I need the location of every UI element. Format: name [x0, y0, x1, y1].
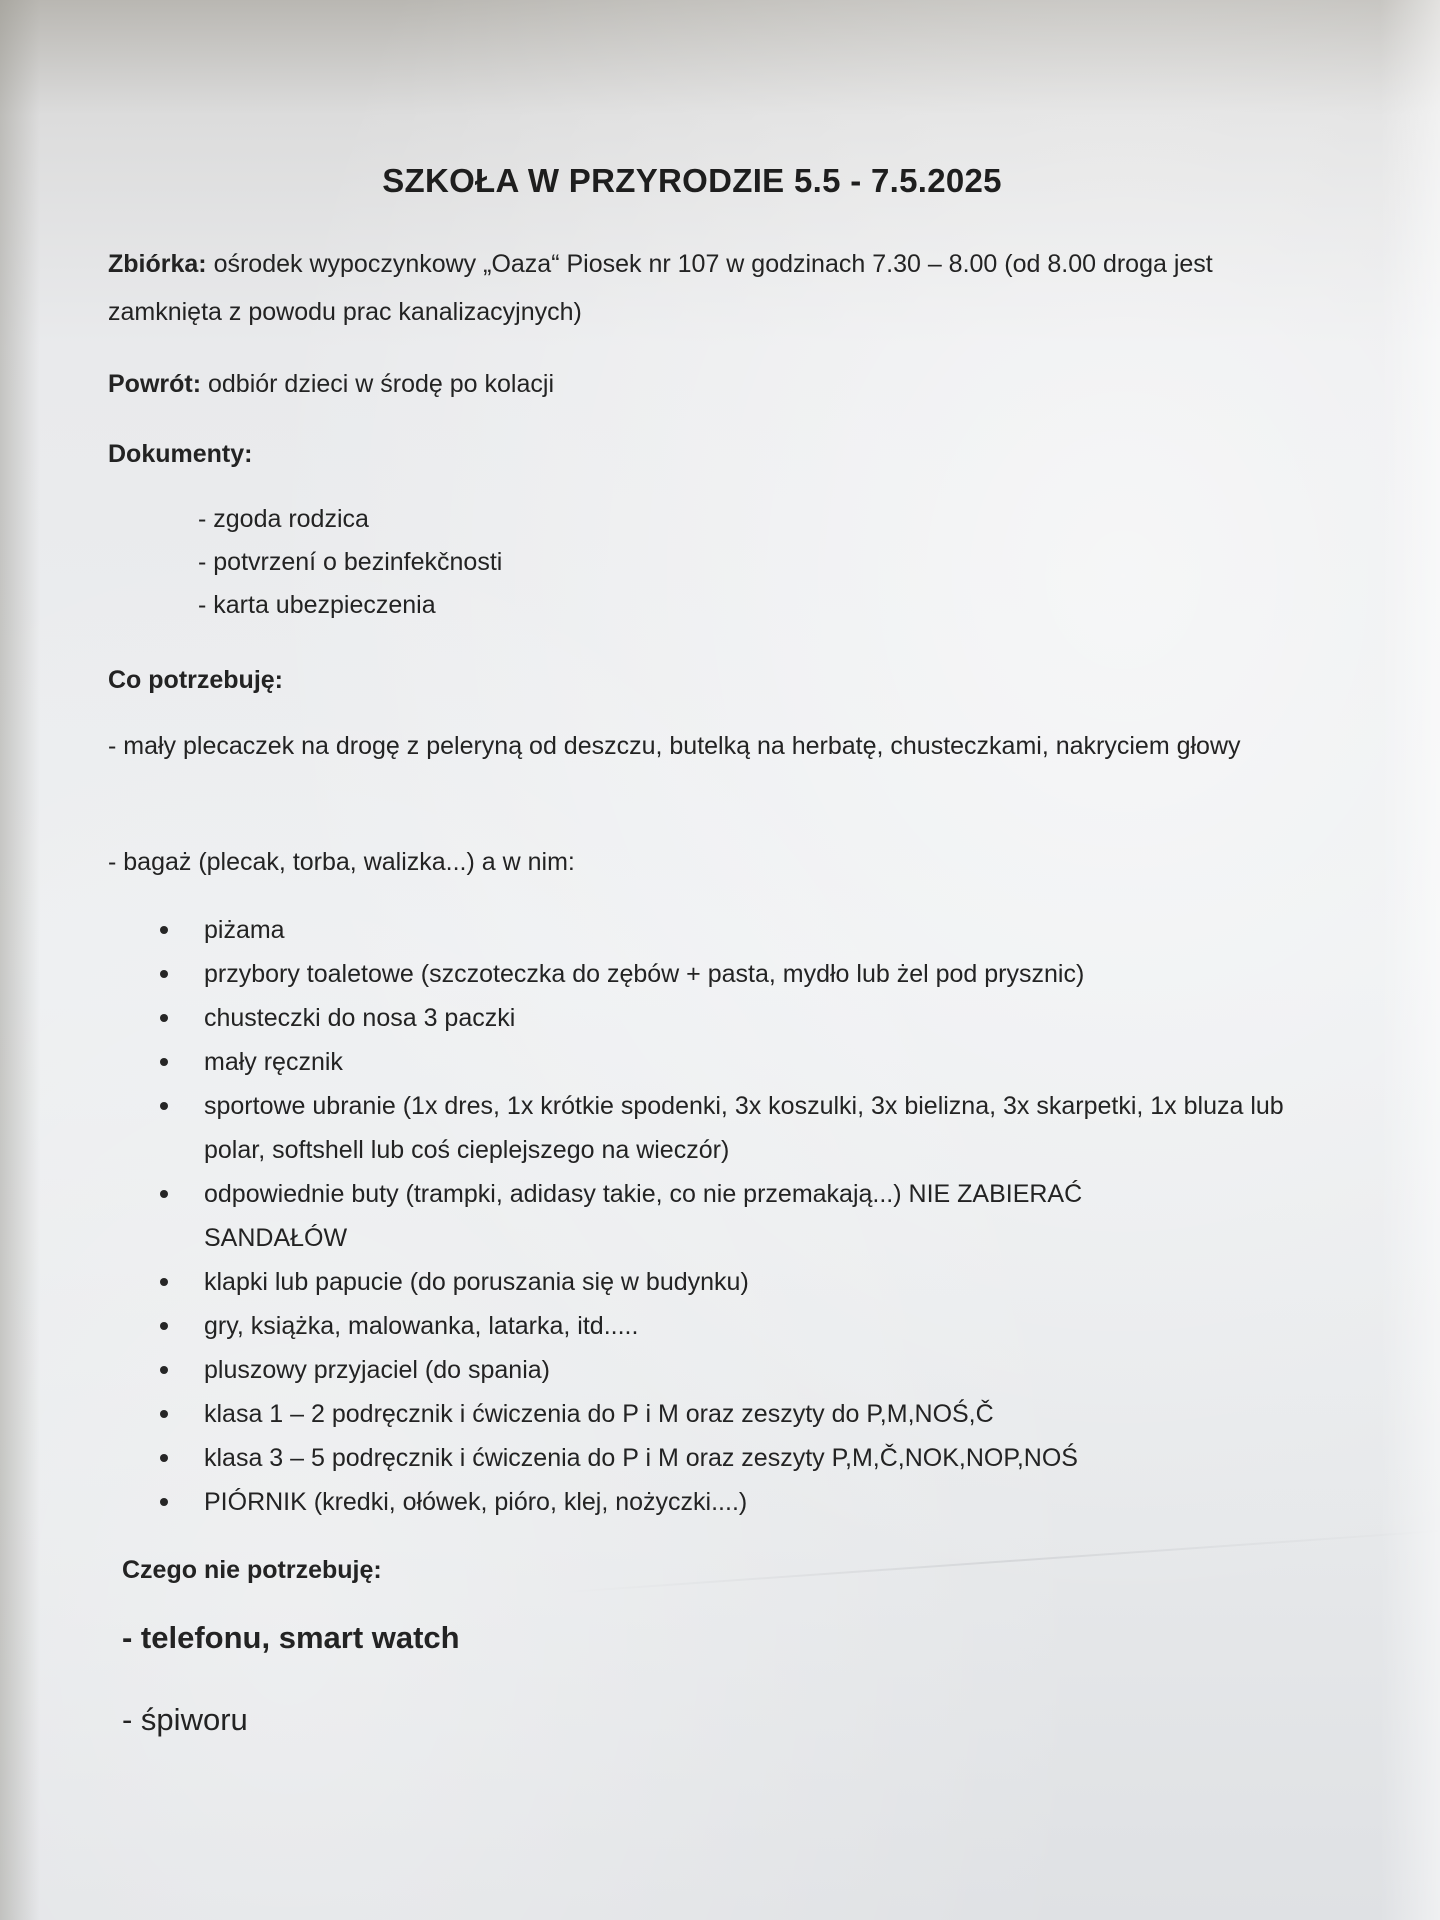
packing-item: mały ręcznik: [160, 1040, 1300, 1084]
packing-item: gry, książka, malowanka, latarka, itd.....: [160, 1304, 1300, 1348]
packing-item: PIÓRNIK (kredki, ołówek, pióro, klej, nożyczki....): [160, 1480, 1300, 1524]
return-paragraph: [108, 360, 1268, 408]
needs-label: Co potrzebuję:: [108, 666, 283, 694]
not-needed-item-sleeping-bag: - śpiworu: [122, 1702, 248, 1737]
bullet-icon: [160, 926, 168, 934]
bullet-icon: [160, 970, 168, 978]
bullet-icon: [160, 1190, 168, 1198]
bullet-icon: [160, 1454, 168, 1462]
return-label: Powrót:: [108, 370, 202, 398]
packing-list: [160, 908, 1300, 1524]
packing-item: chusteczki do nosa 3 paczki: [160, 996, 1300, 1040]
return-text: odbiór dzieci w środę po kolacji: [201, 370, 555, 398]
bullet-icon: [160, 1278, 168, 1286]
bullet-icon: [160, 1014, 168, 1022]
packing-item: sportowe ubranie (1x dres, 1x krótkie spodenki, 3x koszulki, 3x bielizna, 3x skarpetki, 1x bluza lub polar, softshell lub coś cieplejszego na wieczór): [160, 1084, 1300, 1172]
gathering-label: Zbiórka:: [108, 250, 207, 278]
bullet-icon: [160, 1410, 168, 1418]
bullet-icon: [160, 1322, 168, 1330]
luggage-paragraph: - bagaż (plecak, torba, walizka...) a w nim:: [108, 848, 575, 876]
packing-item: piżama: [160, 908, 1300, 952]
not-needed-heading: [122, 1546, 1282, 1594]
packing-item: klasa 3 – 5 podręcznik i ćwiczenia do P i M oraz zeszyty P,M,Č,NOK,NOP,NOŚ: [160, 1436, 1300, 1480]
documents-label: Dokumenty:: [108, 440, 253, 468]
not-needed-item-phone: - telefonu, smart watch: [122, 1620, 460, 1655]
packing-item: klasa 1 – 2 podręcznik i ćwiczenia do P i M oraz zeszyty do P,M,NOŚ,Č: [160, 1392, 1300, 1436]
bullet-icon: [160, 1366, 168, 1374]
packing-item: przybory toaletowe (szczoteczka do zębów + pasta, mydło lub żel pod prysznic): [160, 952, 1300, 996]
documents-heading: [108, 430, 1268, 478]
packing-item: odpowiednie buty (trampki, adidasy takie, co nie przemakają...) NIE ZABIERAĆ SANDAŁÓW: [160, 1172, 1204, 1260]
bullet-icon: [160, 1102, 168, 1110]
gathering-paragraph: [108, 240, 1268, 336]
documents-item: - zgoda rodzica: [198, 505, 369, 533]
packing-item: pluszowy przyjaciel (do spania): [160, 1348, 1300, 1392]
documents-item: - potvrzení o bezinfekčnosti: [198, 548, 503, 576]
gathering-text: ośrodek wypoczynkowy „Oaza“ Piosek nr 107 w godzinach 7.30 – 8.00 (od 8.00 droga jest zamknięta z powodu prac kanalizacyjnych): [108, 250, 1213, 326]
needs-heading: [108, 656, 1268, 704]
bullet-icon: [160, 1058, 168, 1066]
documents-item: - karta ubezpieczenia: [198, 591, 436, 619]
small-backpack-paragraph: - mały plecaczek na drogę z peleryną od deszczu, butelką na herbatę, chusteczkami, nakryciem głowy: [108, 732, 1241, 760]
documents-list: [198, 498, 502, 627]
bullet-icon: [160, 1498, 168, 1506]
document-title: SZKOŁA W PRZYRODZIE 5.5 - 7.5.2025: [382, 162, 1002, 199]
not-needed-label: Czego nie potrzebuję:: [122, 1556, 382, 1584]
packing-item: klapki lub papucie (do poruszania się w budynku): [160, 1260, 1300, 1304]
